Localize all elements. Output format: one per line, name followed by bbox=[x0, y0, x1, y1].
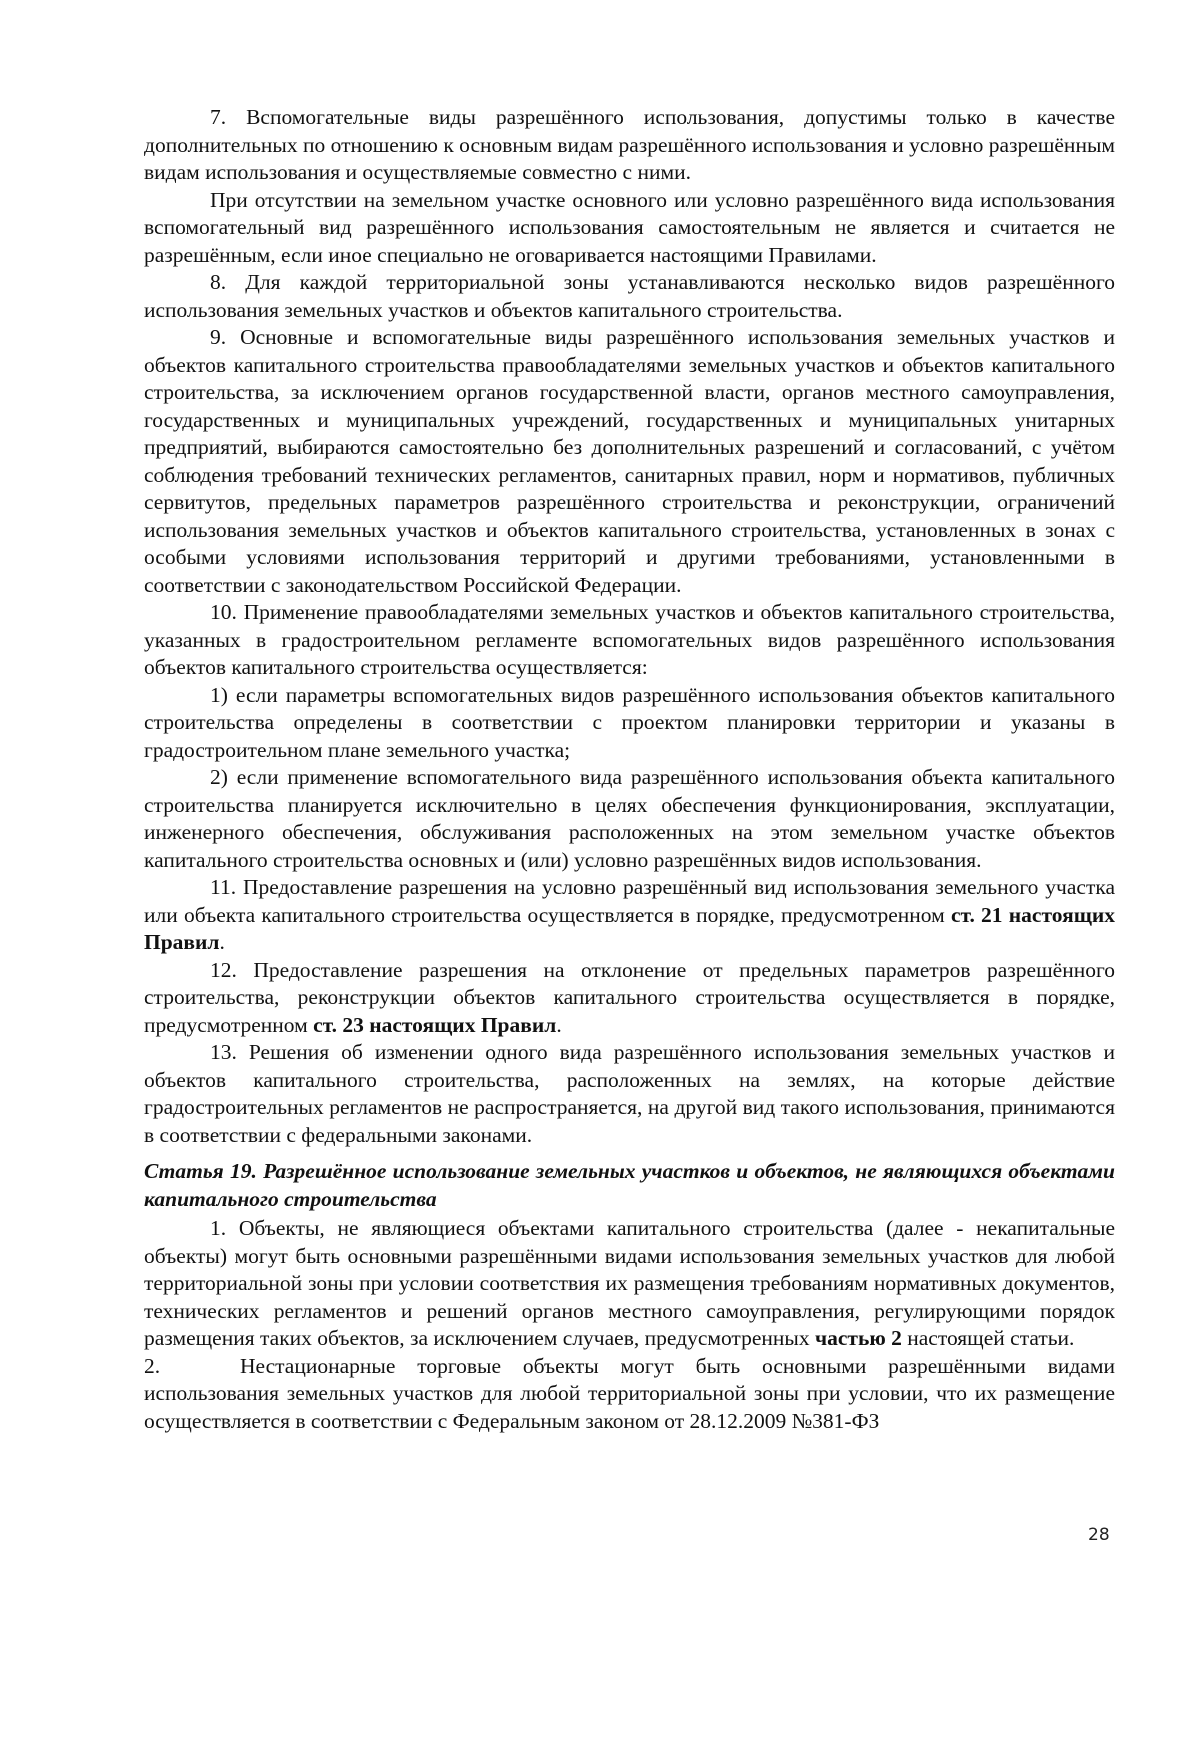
paragraph-7-continuation: При отсутствии на земельном участке основного или условно разрешённого вида использования вспомогательный вид разрешённого использования самостоятельным не является и считается не разрешённым, если иное специально не оговаривается настоящими Правилами. bbox=[144, 187, 1115, 267]
article-23-reference: ст. 23 настоящих Правил bbox=[313, 1012, 557, 1037]
article-19-paragraph-2 bbox=[144, 1353, 1115, 1436]
paragraph-10: 10. Применение правообладателями земельных участков и объектов капитального строительства, указанных в градостроительном регламенте вспомогательных видов разрешённого использования объектов капитального строительства осуществляется: bbox=[144, 600, 1115, 679]
paragraph-9: 9. Основные и вспомогательные виды разрешённого использования земельных участков и объектов капитального строительства правообладателями земельных участков и объектов капитального строительства, за исключением органов государственной власти, органов местного самоуправления, государственных и муниципальных учреждений, государственных и муниципальных унитарных предприятий, выбираются самостоятельно без дополнительных разрешений и согласований, с учётом соблюдения требований технических регламентов, санитарных правил, норм и нормативов, публичных сервитутов, предельных параметров разрешённого строительства и реконструкции, ограничений использования земельных участков и объектов капитального строительства, установленных в зонах с особыми условиями использования территорий и другими требованиями, установленными в соответствии с законодательством Российской Федерации. bbox=[144, 325, 1115, 597]
paragraph-13: 13. Решения об изменении одного вида разрешённого использования земельных участков и объектов капитального строительства, расположенных на землях, на которые действие градостроительных регламентов не распространяется, на другой вид такого использования, принимаются в соответствии с федеральными законами. bbox=[144, 1040, 1115, 1147]
part-2-reference: частью 2 bbox=[814, 1326, 902, 1350]
article-19-paragraph-2-text: Нестационарные торговые объекты могут быть основными разрешёнными видами использования земельных участков для любой территориальной зоны при условии, что их размещение осуществляется в соответствии с Федеральным законом от 28.12.2009 №381-ФЗ bbox=[144, 1353, 1115, 1433]
paragraph-7: 7. Вспомогательные виды разрешённого использования, допустимы только в качестве дополнительных по отношению к основным видам разрешённого использования и условно разрешённым видам использования и осуществляемые совместно с ними. bbox=[144, 105, 1115, 184]
paragraph-11-end: . bbox=[219, 930, 225, 954]
article-19-paragraph-1 bbox=[144, 1215, 1115, 1353]
page-number: 28 bbox=[1088, 1525, 1110, 1545]
paragraph-12-end: . bbox=[556, 1012, 562, 1037]
paragraph-10-item-2: 2) если применение вспомогательного вида разрешённого использования объекта капитального строительства планируется исключительно в целях обеспечения функционирования, эксплуатации, инженерного обеспечения, обслуживания расположенных на этом земельном участке объектов капитального строительства основных и (или) условно разрешённых видов использования. bbox=[144, 765, 1115, 872]
article-19-paragraph-1-text: 1. Объекты, не являющиеся объектами капитального строительства (далее - некапитальные объекты) могут быть основными разрешёнными видами использования земельных участков для любой территориальной зоны при условии соответствия их размещения требованиям нормативных документов, технических регламентов и решений органов местного самоуправления, регулирующими порядок размещения таких объектов, за исключением случаев, предусмотренных bbox=[144, 1216, 1115, 1350]
paragraph-12-text: 12. Предоставление разрешения на отклонение от предельных параметров разрешённого строительства, реконструкции объектов капитального строительства осуществляется в порядке, предусмотренном bbox=[144, 957, 1115, 1037]
article-19-heading: Статья 19. Разрешённое использование земельных участков и объектов, не являющихся объектами капитального строительства bbox=[144, 1159, 1115, 1211]
document-page bbox=[144, 104, 1115, 1435]
paragraph-11 bbox=[144, 874, 1115, 957]
paragraph-12 bbox=[144, 957, 1115, 1040]
paragraph-11-text: 11. Предоставление разрешения на условно разрешённый вид использования земельного участка или объекта капитального строительства осуществляется в порядке, предусмотренном bbox=[144, 875, 1115, 927]
paragraph-10-item-1: 1) если параметры вспомогательных видов разрешённого использования объектов капитального строительства определены в соответствии с проектом планировки территории и указаны в градостроительном плане земельного участка; bbox=[144, 682, 1115, 762]
article-19-paragraph-2-number: 2. bbox=[144, 1353, 161, 1378]
paragraph-8: 8. Для каждой территориальной зоны устанавливаются несколько видов разрешённого использования земельных участков и объектов капитального строительства. bbox=[144, 270, 1115, 322]
article-19-paragraph-1-end: настоящей статьи. bbox=[901, 1326, 1075, 1350]
article-21-reference: ст. 21 настоящих Правил bbox=[144, 902, 1116, 954]
